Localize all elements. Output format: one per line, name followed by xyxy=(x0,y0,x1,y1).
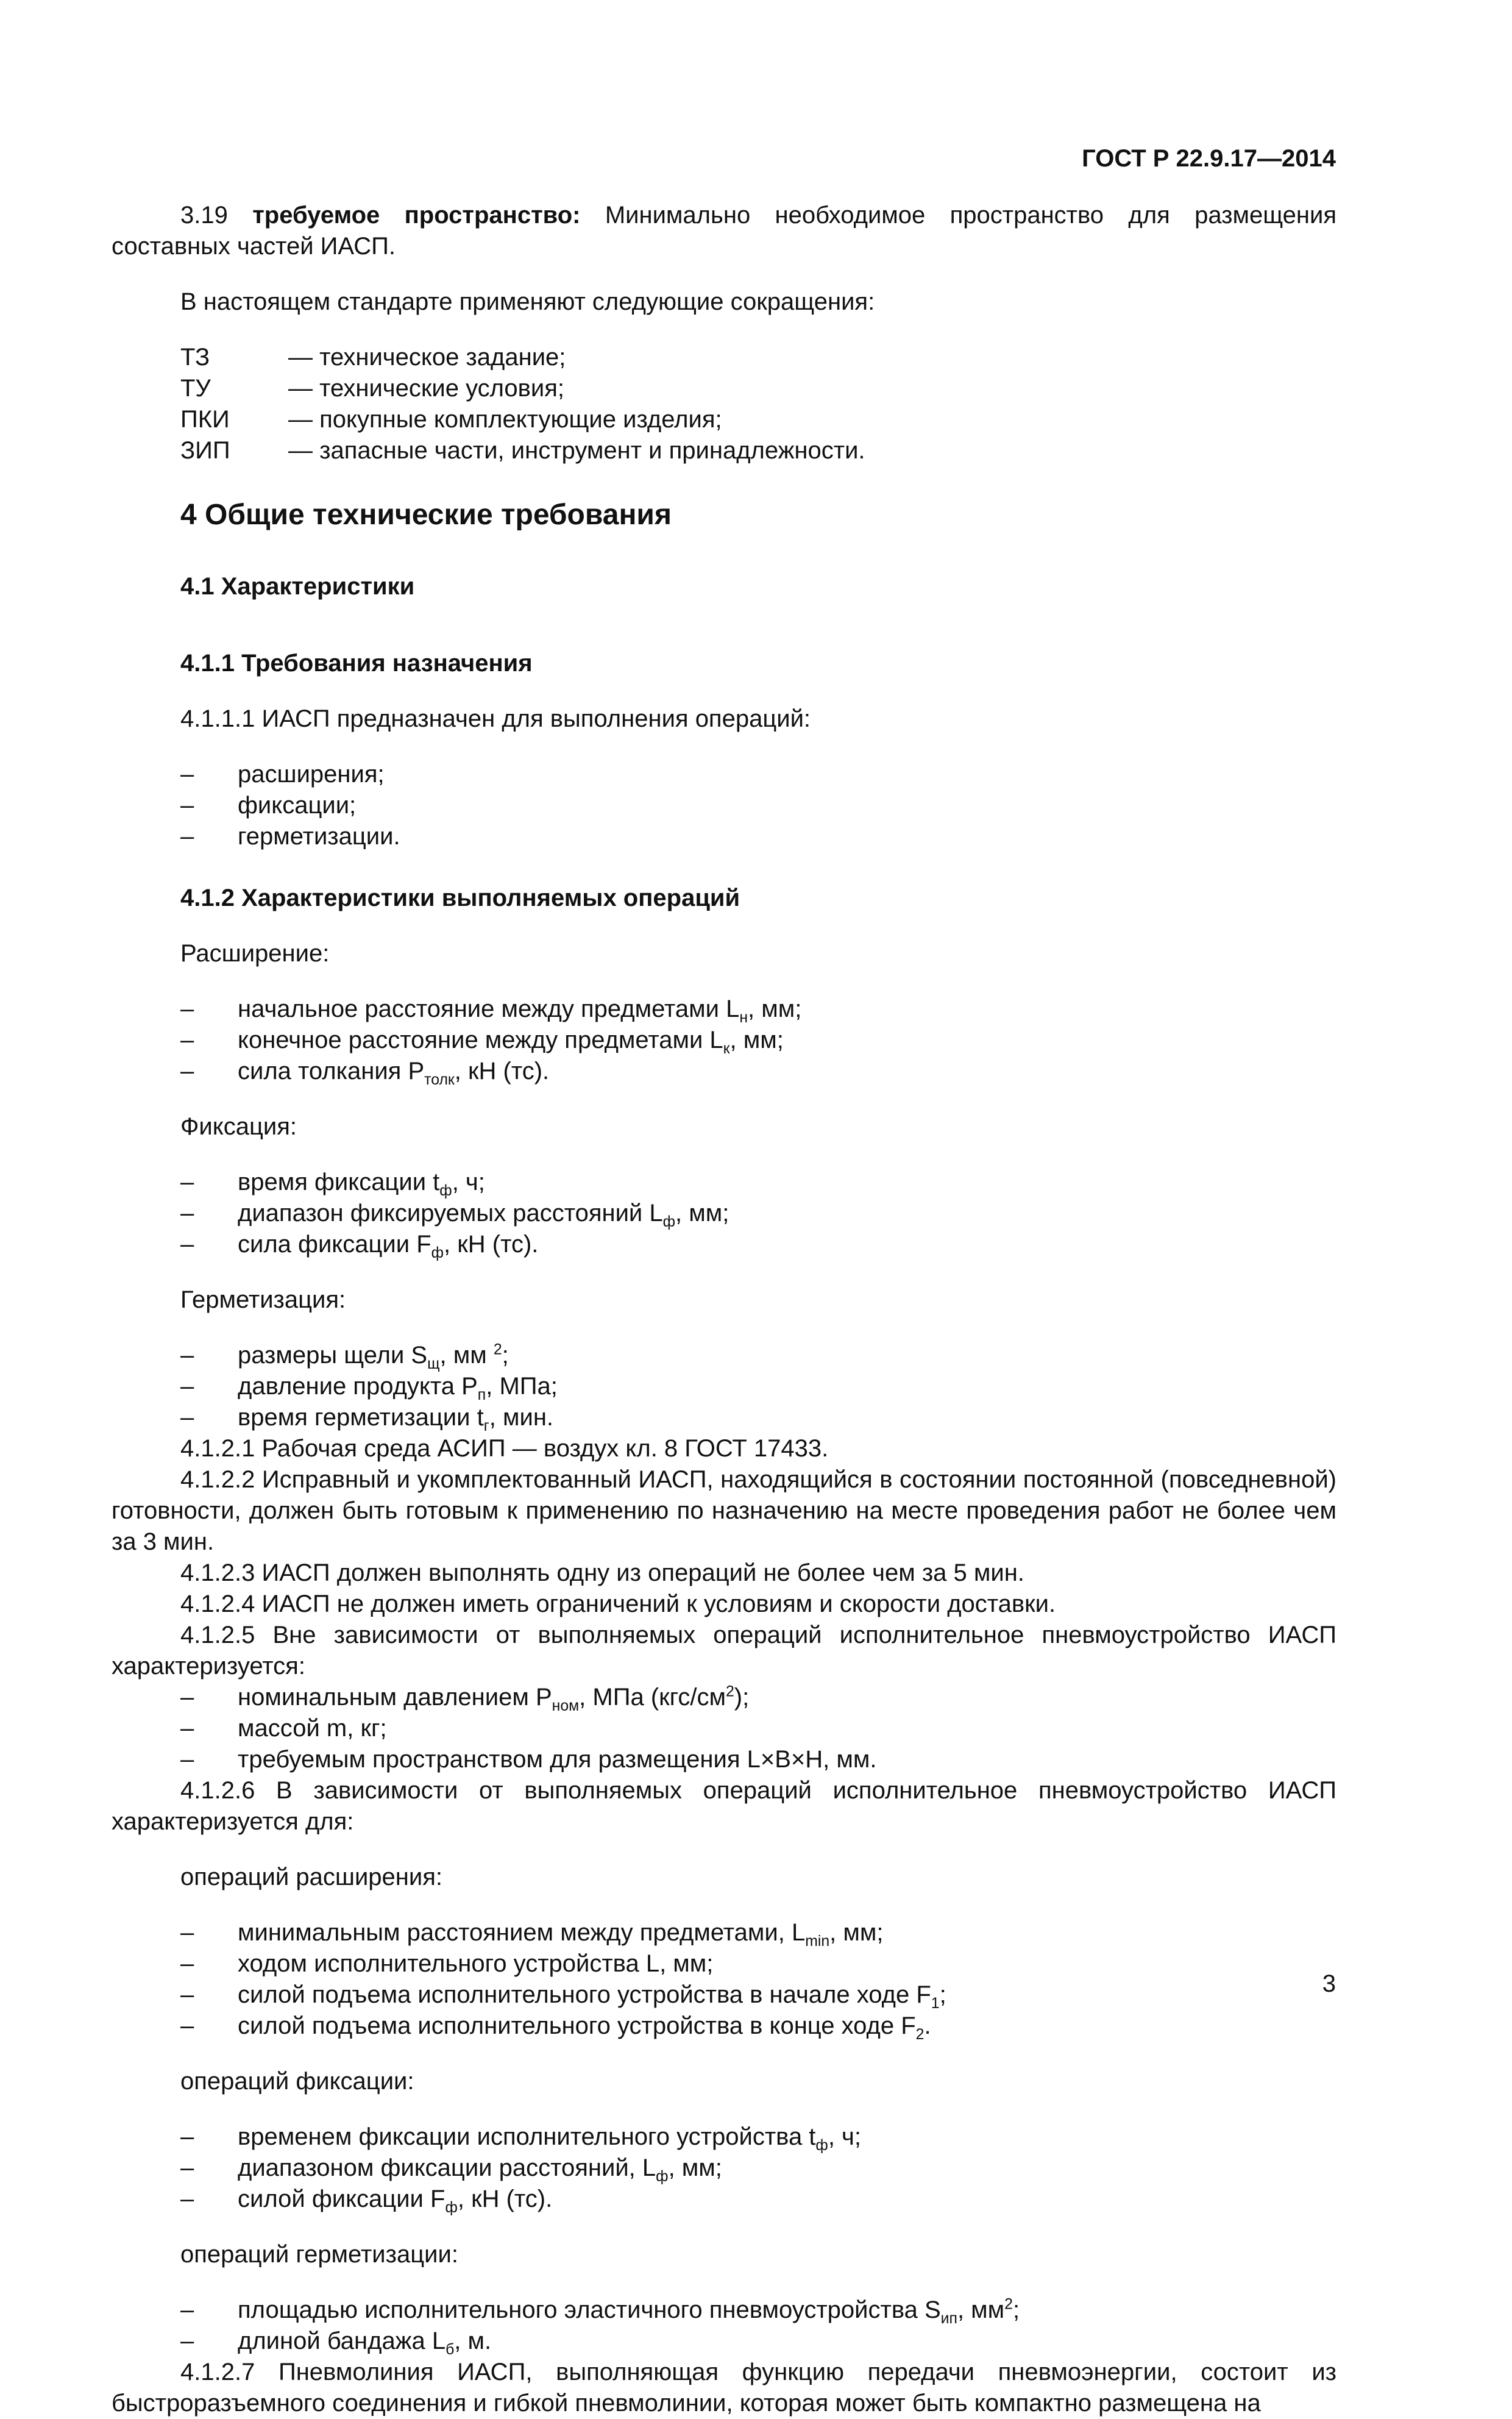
subscript: ф xyxy=(815,2137,828,2154)
subscript: толк xyxy=(424,1072,455,1088)
list-item xyxy=(112,1340,1336,1371)
list-item xyxy=(112,2122,1336,2153)
list-dash: – xyxy=(180,2186,194,2212)
list-item xyxy=(112,1682,1336,1713)
list-item-text: , мм; xyxy=(729,1027,784,1053)
list-item xyxy=(112,2184,1336,2215)
list-item-text: начальное расстояние между предметами L xyxy=(238,996,740,1022)
list-item-text: массой m, кг; xyxy=(238,1715,387,1742)
list-item-text: фиксации; xyxy=(238,792,357,819)
list-dash: – xyxy=(180,823,194,850)
list-item-text: , мм; xyxy=(668,2154,722,2181)
abbreviations-intro: В настоящем стандарте применяют следующие сокращения: xyxy=(180,288,875,315)
list-item-text: , кН (тс). xyxy=(444,1231,539,1258)
list-item-text: ; xyxy=(1012,2296,1020,2323)
list-item-text: силой подъема исполнительного устройства в конце ходе F xyxy=(238,2012,916,2039)
list-item-text: ходом исполнительного устройства L, мм; xyxy=(238,1950,714,1977)
paragraph-4-1-2-1: 4.1.2.1 Рабочая среда АСИП — воздух кл. 8 ГОСТ 17433. xyxy=(180,1435,829,1462)
abbreviation-item xyxy=(112,404,1336,435)
list-item xyxy=(112,2295,1336,2326)
subscript: н xyxy=(739,1010,748,1026)
subscript: ном xyxy=(552,1698,580,1714)
list-item xyxy=(112,1713,1336,1744)
clause-number: 3.19 xyxy=(180,202,228,229)
superscript: 2 xyxy=(493,1341,502,1358)
subscript: ф xyxy=(662,1214,676,1230)
list-dash: – xyxy=(180,2154,194,2181)
abbreviation-text: — техническое задание; xyxy=(288,344,566,371)
paragraph-4-1-2-5: 4.1.2.5 Вне зависимости от выполняемых операций исполнительное пневмоустройство ИАСП характеризуется: xyxy=(112,1622,1336,1680)
paragraph-4-1-2-2: 4.1.2.2 Исправный и укомплектованный ИАСП, находящийся в состоянии постоянной (повседневной) готовности, должен быть готовым к применению по назначению на месте проведения работ не более чем за 3 мин. xyxy=(112,1466,1336,1555)
subscript: к xyxy=(723,1041,730,1057)
subscript: ф xyxy=(445,2200,458,2216)
list-item-text: , МПа; xyxy=(486,1373,558,1400)
list-dash: – xyxy=(180,2123,194,2150)
abbreviation-code: ПКИ xyxy=(180,406,230,433)
list-item-text: ; xyxy=(502,1342,509,1369)
paragraph-3-19 xyxy=(112,200,1336,262)
term-definition: Минимально необходимое пространство для размещения составных частей ИАСП. xyxy=(112,202,1336,260)
list-item-text: силой подъема исполнительного устройства в начале ходе F xyxy=(238,1981,931,2008)
abbreviation-text: — запасные части, инструмент и принадлежности. xyxy=(288,437,865,464)
abbreviation-code: ТУ xyxy=(180,375,211,402)
list-item-text: , мм; xyxy=(829,1919,884,1946)
list-item-text: сила толкания P xyxy=(238,1058,425,1085)
list-item xyxy=(112,2011,1336,2042)
paragraph-4-1-2-4: 4.1.2.4 ИАСП не должен иметь ограничений к условиям и скорости доставки. xyxy=(180,1591,1056,1617)
list-item-text: диапазоном фиксации расстояний, L xyxy=(238,2154,656,2181)
list-item xyxy=(112,994,1336,1025)
subscript: 1 xyxy=(931,1995,940,2012)
page-content xyxy=(112,200,1336,2419)
sealing-label: Герметизация: xyxy=(180,1286,346,1313)
list-item xyxy=(112,1979,1336,2011)
list-item-text: , мм xyxy=(957,2296,1005,2323)
list-dash: – xyxy=(180,1950,194,1977)
subsection-4-1-2-heading: 4.1.2 Характеристики выполняемых операций xyxy=(180,885,740,911)
list-dash: – xyxy=(180,1919,194,1946)
section-4-heading: 4 Общие технические требования xyxy=(180,499,672,531)
list-dash: – xyxy=(180,1169,194,1195)
list-dash: – xyxy=(180,1981,194,2008)
subscript: ф xyxy=(656,2168,669,2185)
list-dash: – xyxy=(180,996,194,1022)
subscript: щ xyxy=(427,1356,440,1372)
abbreviation-item xyxy=(112,435,1336,466)
list-item-text: , мин. xyxy=(489,1404,554,1431)
list-dash: – xyxy=(180,1684,194,1711)
list-item xyxy=(112,1229,1336,1260)
subscript: п xyxy=(477,1387,486,1403)
page-number: 3 xyxy=(1322,1970,1336,1997)
ops-sealing-label: операций герметизации: xyxy=(180,2241,458,2268)
subscript: ф xyxy=(431,1245,444,1261)
list-item-text: , кН (тс). xyxy=(457,2186,553,2212)
list-dash: – xyxy=(180,2328,194,2354)
list-item-text: минимальным расстоянием между предметами, L xyxy=(238,1919,806,1946)
subscript: ф xyxy=(439,1183,452,1199)
paragraph-4-1-2-3: 4.1.2.3 ИАСП должен выполнять одну из операций не более чем за 5 мин. xyxy=(180,1559,1024,1586)
term-label: требуемое пространство: xyxy=(252,202,581,229)
list-item-text: время фиксации t xyxy=(238,1169,440,1195)
list-item-text: расширения; xyxy=(238,761,385,788)
list-item xyxy=(112,1056,1336,1087)
list-item xyxy=(112,1025,1336,1056)
list-dash: – xyxy=(180,2296,194,2323)
list-item-text: диапазон фиксируемых расстояний L xyxy=(238,1200,663,1227)
subscript: г xyxy=(483,1418,489,1434)
list-item-text: , мм; xyxy=(675,1200,729,1227)
list-item xyxy=(112,1371,1336,1402)
list-item-text: давление продукта P xyxy=(238,1373,478,1400)
list-item xyxy=(112,2153,1336,2184)
list-dash: – xyxy=(180,1715,194,1742)
list-dash: – xyxy=(180,792,194,819)
list-item-text: , МПа (кгс/см xyxy=(579,1684,726,1711)
subscript: б xyxy=(445,2342,455,2358)
list-item-text: ; xyxy=(939,1981,946,2008)
paragraph-4-1-1-1: 4.1.1.1 ИАСП предназначен для выполнения операций: xyxy=(180,705,811,732)
list-item xyxy=(112,1917,1336,1948)
list-item-text: , ч; xyxy=(828,2123,862,2150)
list-item-text: силой фиксации F xyxy=(238,2186,445,2212)
subscript: 2 xyxy=(915,2026,925,2043)
expansion-label: Расширение: xyxy=(180,940,330,967)
paragraph-4-1-2-6: 4.1.2.6 В зависимости от выполняемых операций исполнительное пневмоустройство ИАСП характеризуется для: xyxy=(112,1777,1336,1835)
abbreviation-text: — покупные комплектующие изделия; xyxy=(288,406,722,433)
list-dash: – xyxy=(180,1200,194,1227)
abbreviation-code: ТЗ xyxy=(180,344,210,371)
list-item-text: конечное расстояние между предметами L xyxy=(238,1027,723,1053)
list-item-text: , ч; xyxy=(452,1169,485,1195)
subsection-4-1-1-heading: 4.1.1 Требования назначения xyxy=(180,650,533,677)
list-item-text: временем фиксации исполнительного устройства t xyxy=(238,2123,816,2150)
list-dash: – xyxy=(180,1027,194,1053)
list-dash: – xyxy=(180,1404,194,1431)
list-dash: – xyxy=(180,761,194,788)
fixation-label: Фиксация: xyxy=(180,1113,297,1140)
list-dash: – xyxy=(180,1746,194,1773)
list-item xyxy=(112,1198,1336,1229)
document-number-header: ГОСТ Р 22.9.17—2014 xyxy=(1082,145,1336,172)
list-item-text: время герметизации t xyxy=(238,1404,484,1431)
ops-fixation-label: операций фиксации: xyxy=(180,2068,414,2095)
list-item-text: ); xyxy=(734,1684,750,1711)
superscript: 2 xyxy=(1004,2296,1013,2313)
list-item xyxy=(112,2326,1336,2357)
paragraph-4-1-2-7: 4.1.2.7 Пневмолиния ИАСП, выполняющая функцию передачи пневмоэнергии, состоит из быстроразъемного соединения и гибкой пневмолинии, которая может быть компактно размещена на xyxy=(112,2359,1336,2417)
subsection-4-1-heading: 4.1 Характеристики xyxy=(180,573,415,600)
list-item-text: герметизации. xyxy=(238,823,400,850)
list-item-text: , кН (тс). xyxy=(454,1058,550,1085)
abbreviation-item xyxy=(112,373,1336,404)
ops-expansion-label: операций расширения: xyxy=(180,1864,442,1890)
list-item xyxy=(112,1948,1336,1979)
list-item-text: номинальным давлением P xyxy=(238,1684,552,1711)
list-item xyxy=(112,1167,1336,1198)
list-item-text: размеры щели S xyxy=(238,1342,428,1369)
list-item xyxy=(112,821,1336,852)
list-item-text: . xyxy=(924,2012,931,2039)
list-item xyxy=(112,759,1336,790)
list-dash: – xyxy=(180,1373,194,1400)
list-item-text: , м. xyxy=(454,2328,492,2354)
list-dash: – xyxy=(180,1058,194,1085)
list-item-text: площадью исполнительного эластичного пневмоустройства S xyxy=(238,2296,941,2323)
list-item xyxy=(112,1744,1336,1775)
superscript: 2 xyxy=(725,1683,734,1700)
list-dash: – xyxy=(180,2012,194,2039)
list-dash: – xyxy=(180,1231,194,1258)
list-item-text: требуемым пространством для размещения L×B×H, мм. xyxy=(238,1746,877,1773)
list-item-text: длиной бандажа L xyxy=(238,2328,446,2354)
abbreviation-item xyxy=(112,342,1336,373)
abbreviation-code: ЗИП xyxy=(180,437,230,464)
list-dash: – xyxy=(180,1342,194,1369)
list-item-text: сила фиксации F xyxy=(238,1231,431,1258)
abbreviation-text: — технические условия; xyxy=(288,375,565,402)
subscript: min xyxy=(805,1933,830,1950)
subscript: ип xyxy=(940,2310,957,2327)
list-item-text: , мм; xyxy=(748,996,802,1022)
list-item-text: , мм xyxy=(439,1342,494,1369)
list-item xyxy=(112,1402,1336,1433)
list-item xyxy=(112,790,1336,821)
